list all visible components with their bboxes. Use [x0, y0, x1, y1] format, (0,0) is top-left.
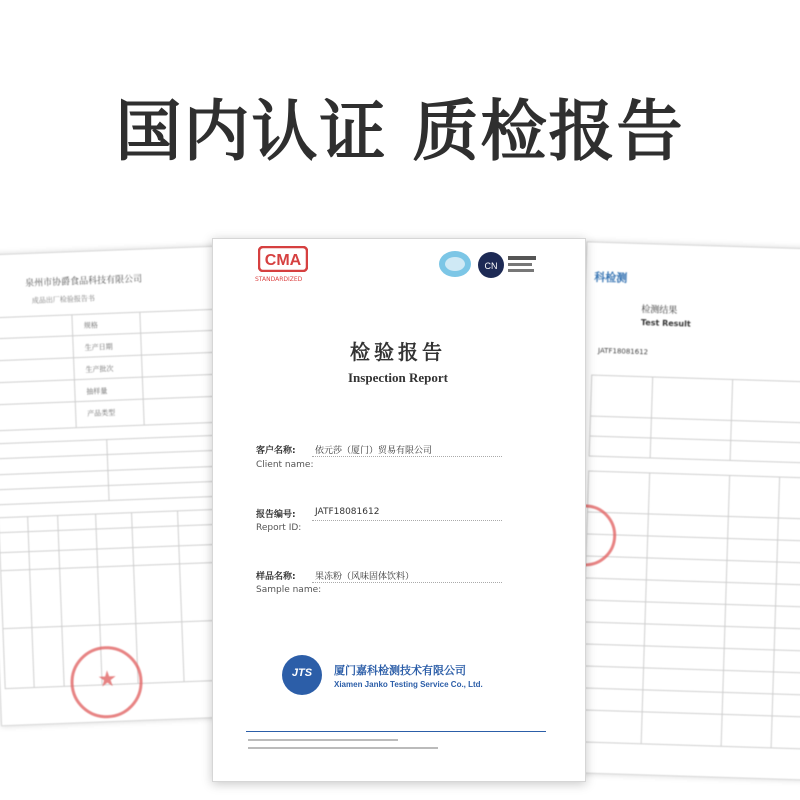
report-id-label: 报告编号:: [256, 510, 296, 520]
lab-name-cn: 厦门嘉科检测技术有限公司: [334, 664, 466, 677]
report-title-en: Inspection Report: [347, 370, 449, 385]
cnas-logo: [476, 250, 540, 284]
left-cell-spec: 规格: [83, 321, 98, 330]
report-title-cn: 检验报告: [350, 340, 446, 364]
cma-logo: [258, 246, 308, 272]
left-cell-batch: 生产批次: [85, 364, 114, 374]
left-cell-date: 生产日期: [84, 342, 113, 352]
sample-label: 样品名称:: [256, 572, 296, 582]
report-id-value: JATF18081612: [315, 507, 380, 517]
left-report-subtitle: 成品出厂检验报告书: [31, 294, 95, 305]
left-cell-type: 产品类型: [87, 408, 116, 418]
right-table: [589, 375, 800, 464]
right-report-sheet: [570, 241, 800, 780]
client-value: 依元莎（厦门）贸易有限公司: [315, 446, 433, 456]
ilac-logo: [438, 250, 472, 282]
left-red-stamp: ★: [69, 645, 144, 720]
left-company-name: 泉州市协爵食品科技有限公司: [24, 274, 143, 290]
sample-label-en: Sample name:: [256, 585, 322, 595]
left-report-sheet: [0, 246, 235, 727]
footer-lines: [248, 739, 548, 753]
lab-name-en: Xiamen Janko Testing Service Co., Ltd.: [334, 680, 483, 689]
svg-text:CN: CN: [484, 261, 498, 271]
lab-logo-text: JTS: [291, 667, 313, 679]
right-title-cn: 检测结果: [641, 305, 678, 317]
cma-sub: STANDARDIZED: [255, 276, 303, 283]
left-table-2: [0, 435, 223, 506]
right-report-id: JATF18081612: [597, 346, 649, 357]
sample-value: 果冻粉（风味固体饮料）: [315, 572, 415, 582]
right-title-en: Test Result: [640, 318, 691, 329]
footer-rule: [246, 731, 546, 732]
headline: 国内认证 质检报告: [115, 93, 685, 170]
client-label: 客户名称:: [256, 446, 296, 456]
right-brand: 科检测: [594, 270, 628, 285]
report-id-label-en: Report ID:: [256, 523, 302, 533]
left-table: [0, 309, 221, 432]
client-label-en: Client name:: [256, 460, 314, 470]
left-cell-sample: 抽样量: [86, 386, 108, 396]
lab-logo: [282, 655, 322, 695]
right-table-2: [580, 471, 800, 750]
cma-text: CMA: [264, 252, 302, 269]
